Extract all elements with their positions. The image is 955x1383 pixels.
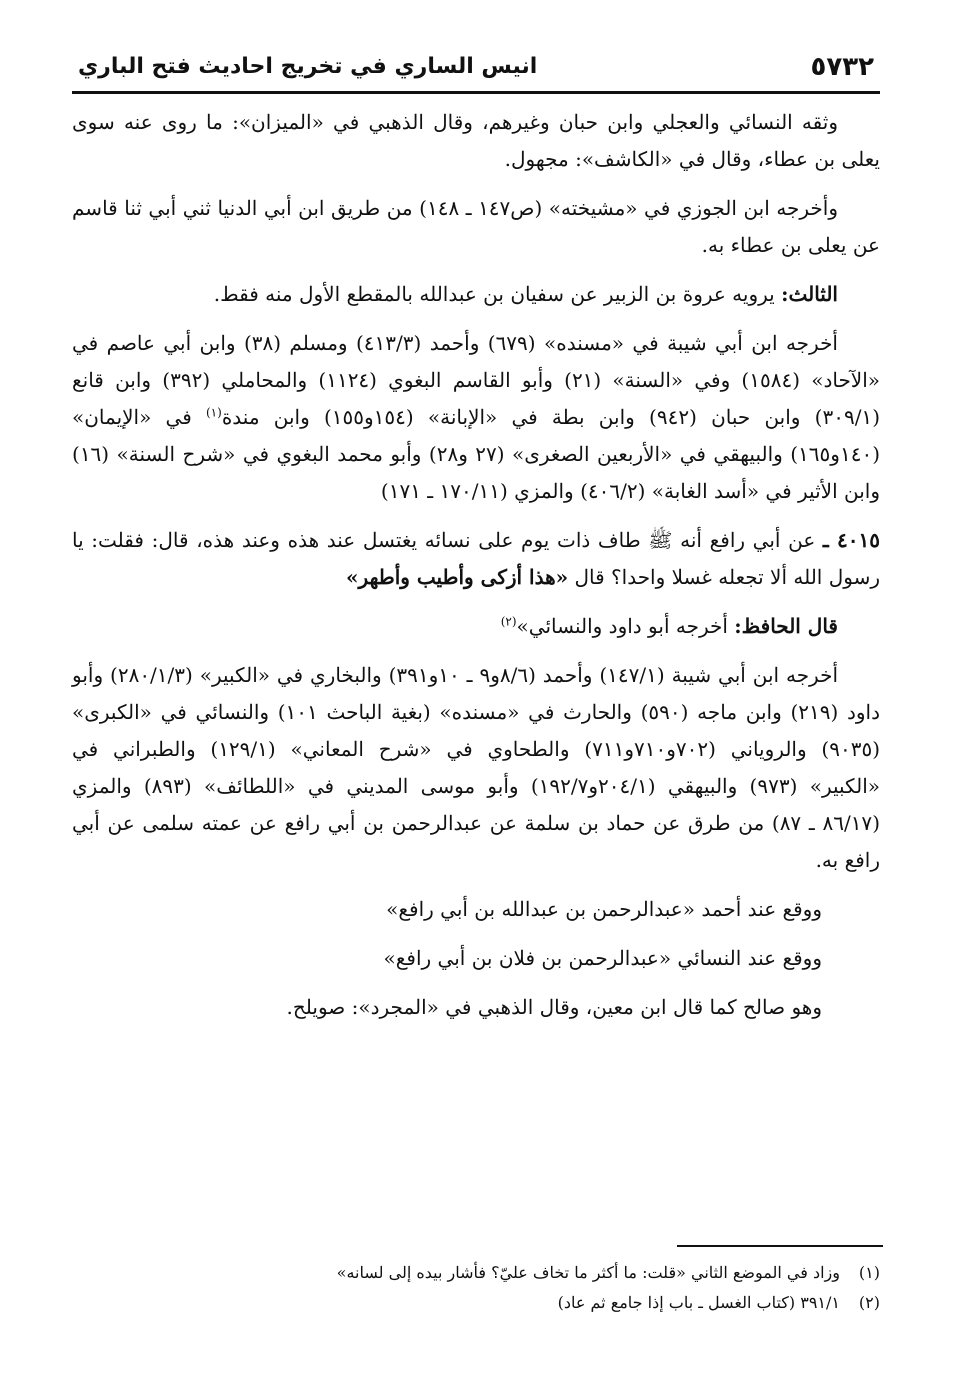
footnote-1-text: وزاد في الموضع الثاني «قلت: ما أكثر ما تخاف عليّ؟ فأشار بيده إلى لسانه» <box>336 1263 840 1282</box>
paragraph-4 <box>72 325 880 510</box>
page-header <box>72 46 880 94</box>
paragraph-4-part-a: أخرجه ابن أبي شيبة في «مسنده» (٦٧٩) وأحمد (٤١٣/٣) ومسلم (٣٨) وابن أبي عاصم في «الآحاد» (١٥٨٤) وفي «السنة» (٢١) وأبو القاسم البغوي (١١٢٤) والمحاملي (٣٩٢) وابن قانع (٣٠٩/١) وابن حبان (٩٤٢) وابن بطة في «الإبانة» (١٥٤و١٥٥) وابن مندة <box>72 331 881 429</box>
running-title: انيس الساري في تخريج احاديث فتح الباري <box>78 54 538 79</box>
paragraph-4-part-b: في «الإيمان» (١٤٠و١٦٥) والبيهقي في «الأربعين الصغرى» (٢٧ و٢٨) وأبو محمد البغوي في «شرح السنة» (١٦) وابن الأثير في «أسد الغابة» (٤٠٦/٢) والمزي (١٧٠/١١ ـ ١٧١) <box>72 405 880 503</box>
hafiz-label: قال الحافظ: <box>734 614 838 638</box>
hadith-number: ٤٠١٥ ـ <box>822 528 881 552</box>
paragraph-1: وثقه النسائي والعجلي وابن حبان وغيرهم، وقال الذهبي في «الميزان»: ما روى عنه سوى يعلى بن عطاء، وقال في «الكاشف»: مجهول. <box>72 110 880 171</box>
footnote-1 <box>72 1258 880 1288</box>
footnote-1-number: (١) <box>858 1263 880 1282</box>
paragraph-6: أخرجه ابن أبي شيبة (١٤٧/١) وأحمد (٨/٦و٩ ـ ١٠و٣٩١) والبخاري في «الكبير» (٢٨٠/١/٣) وأبو داود (٢١٩) وابن ماجه (٥٩٠) والحارث في «مسنده» (بغية الباحث ١٠١) والنسائي في «الكبرى» (٩٠٣٥) والروياني (٧٠٢و٧١٠و٧١١) والطحاوي في «شرح المعاني» (١٢٩/١) والطبراني في «الكبير» (٩٧٣) والبيهقي (٢٠٤/١و١٩٢/٧) وأبو موسى المديني في «اللطائف» (٨٩٣) والمزي (٨٦/١٧ ـ ٨٧) من طرق عن حماد بن سلمة عن عبدالرحمن بن أبي رافع عن عمته سلمى عن أبي رافع به. <box>72 663 881 872</box>
hadith-text: عن أبي رافع أنه ﷺ طاف ذات يوم على نسائه يغتسل عند هذه وعند هذه، قال: فقلت: يا رسول الله ألا تجعله غسلا واحدا؟ قال <box>72 528 880 589</box>
footnote-ref-2[interactable]: (٢) <box>500 614 517 629</box>
footnote-2 <box>72 1288 880 1318</box>
hadith-quote: «هذا أزكى وأطيب وأطهر» <box>346 565 569 589</box>
footnote-ref-1[interactable]: (١) <box>205 405 222 420</box>
hadith-4015 <box>72 522 880 596</box>
hafiz-text: أخرجه أبو داود والنسائي» <box>516 614 735 638</box>
hafiz-line <box>72 608 880 645</box>
third-label: الثالث: <box>781 282 838 306</box>
third-text: يرويه عروة بن الزبير عن سفيان بن عبدالله بالمقطع الأول منه فقط. <box>213 282 782 306</box>
footnotes <box>72 1258 880 1318</box>
paragraph-2: وأخرجه ابن الجوزي في «مشيخته» (ص١٤٧ ـ ١٤٨) من طريق ابن أبي الدنيا ثني أبي ثنا قاسم عن يعلى بن عطاء به. <box>72 196 880 257</box>
footnote-2-text: ٣٩١/١ (كتاب الغسل ـ باب إذا جامع ثم عاد) <box>557 1293 840 1312</box>
header-rule <box>72 91 880 94</box>
paragraph-3 <box>72 276 880 313</box>
footnote-2-number: (٢) <box>858 1293 880 1312</box>
footnote-separator <box>677 1245 883 1247</box>
paragraph-9: وهو صالح كما قال ابن معين، وقال الذهبي في «المجرد»: صويلح. <box>286 995 822 1019</box>
page-body <box>72 104 880 1038</box>
page-number: ٥٧٣٢ <box>810 52 874 82</box>
paragraph-7: ووقع عند أحمد «عبدالرحمن بن عبدالله بن أبي رافع» <box>386 897 822 921</box>
paragraph-8: ووقع عند النسائي «عبدالرحمن بن فلان بن أبي رافع» <box>383 946 822 970</box>
